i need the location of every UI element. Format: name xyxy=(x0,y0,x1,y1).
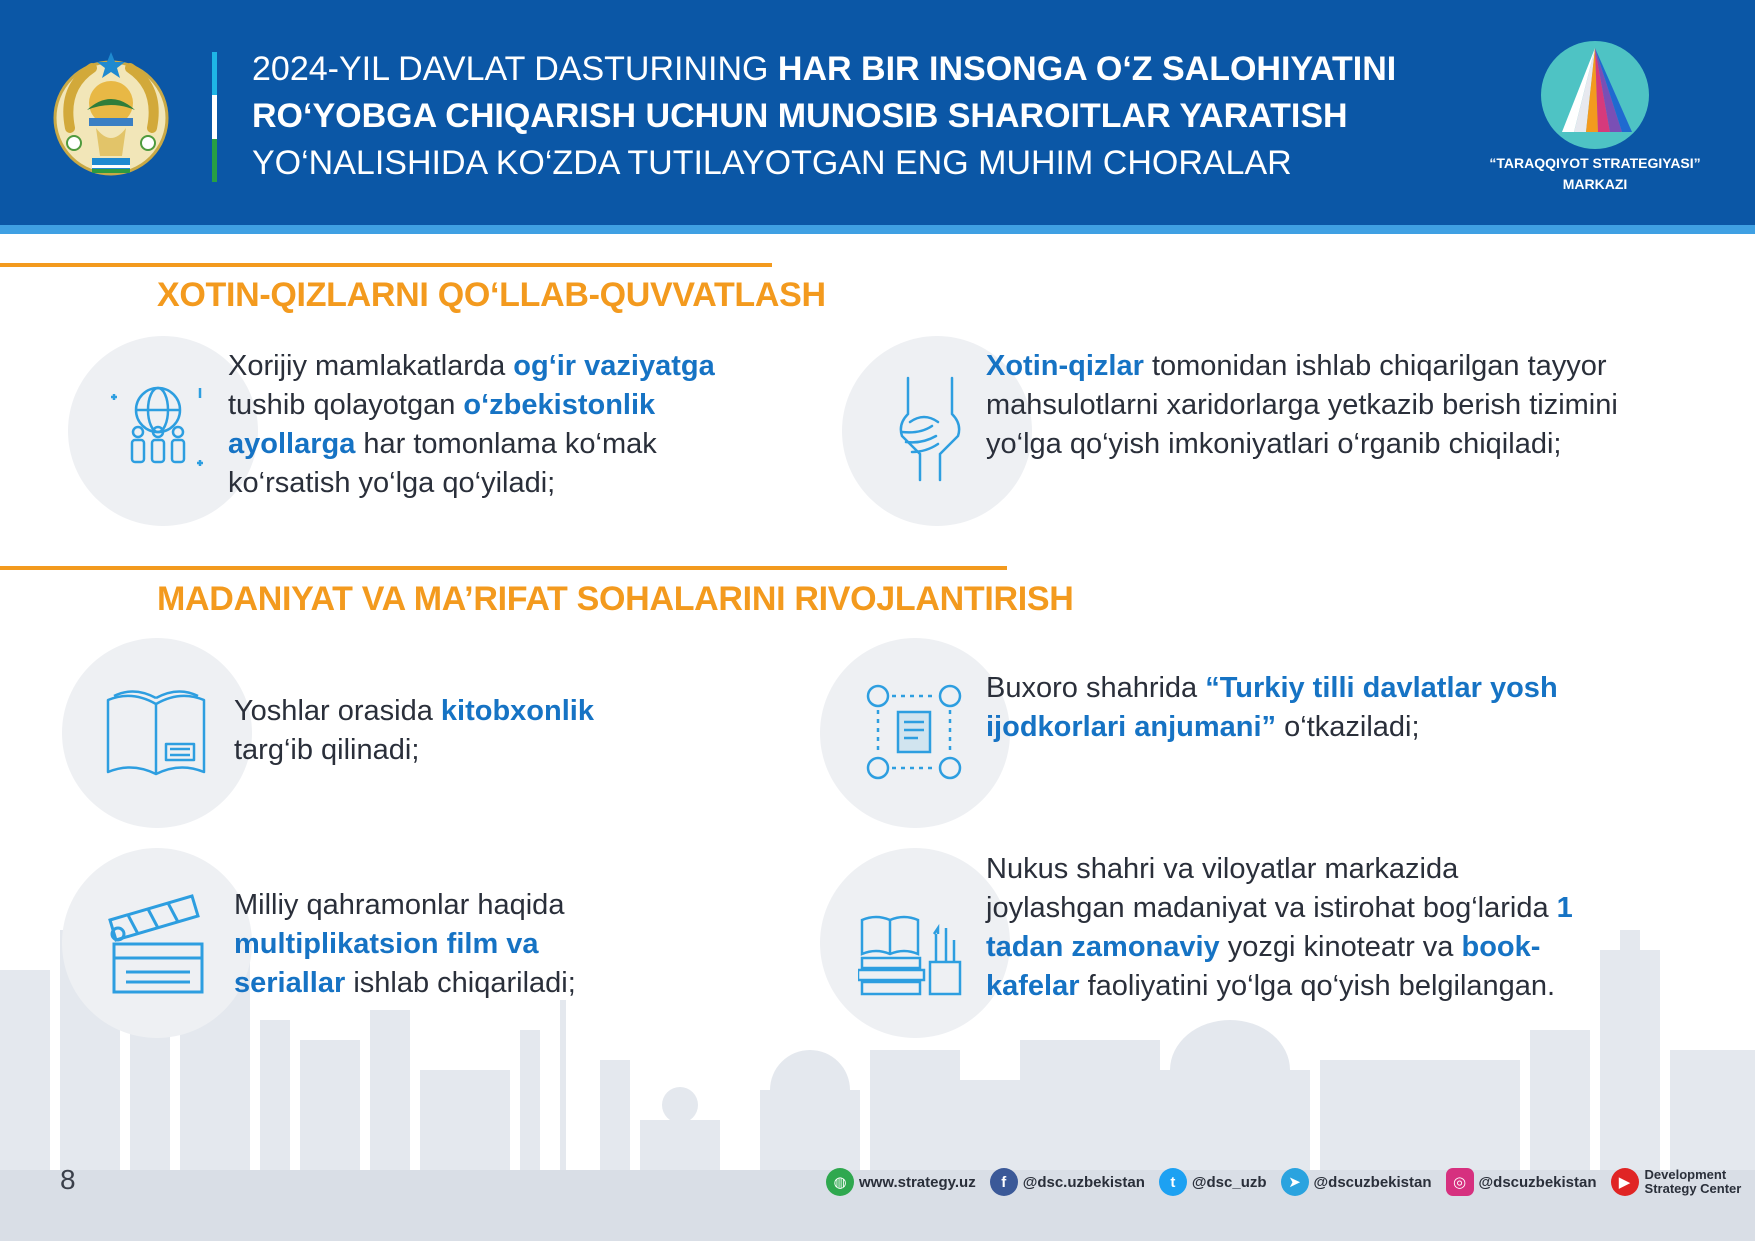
item1-text xyxy=(228,347,768,503)
state-emblem-icon xyxy=(52,48,170,180)
page-number: 8 xyxy=(60,1164,76,1195)
highlight-text: Xotin-qizlar xyxy=(986,350,1144,382)
highlight-text: kitobxonlik xyxy=(440,695,594,727)
highlight-text: book-kafelar xyxy=(986,931,1541,1002)
dsc-footer-line1: Development xyxy=(1644,1167,1727,1182)
header-stripe xyxy=(0,225,1755,234)
item2-text xyxy=(986,347,1626,464)
twitter-label: @dsc_uzb xyxy=(1191,1173,1267,1191)
body-text: Yoshlar orasida xyxy=(234,695,441,727)
telegram-label: @dscuzbekistan xyxy=(1313,1173,1432,1191)
highlight-text: multiplikatsion film va seriallar xyxy=(234,928,539,999)
handshake-icon xyxy=(880,374,980,484)
body-text: Xorijiy mamlakatlarda xyxy=(228,350,514,382)
twitter-icon: t xyxy=(1159,1168,1187,1196)
dsc-footer-logo xyxy=(1611,1168,1742,1196)
dsc-caption-line2: MARKAZI xyxy=(1562,176,1628,192)
dsc-logo-icon xyxy=(1540,40,1650,150)
section1-title: XOTIN-QIZLARNI QO‘LLAB-QUVVATLASH xyxy=(157,276,826,314)
item6-text xyxy=(986,850,1586,1006)
highlight-text: og‘ir vaziyatga xyxy=(513,350,715,382)
title-line2-bold: RO‘YOBGA CHIQARISH UCHUN MUNOSIB SHAROITLAR YARATISH xyxy=(252,97,1348,135)
body-text: Buxoro shahrida xyxy=(986,672,1206,704)
open-book-icon xyxy=(104,686,208,778)
website-link[interactable] xyxy=(826,1168,976,1196)
twitter-link[interactable] xyxy=(1159,1168,1267,1196)
item4-text xyxy=(986,669,1606,747)
section2-divider xyxy=(0,566,1007,570)
highlight-text: “Turkiy tilli davlatlar yosh ijodkorlari anjumani” xyxy=(986,672,1558,743)
item5-text xyxy=(234,886,654,1003)
facebook-label: @dsc.uzbekistan xyxy=(1022,1173,1145,1191)
highlight-text: 1 tadan zamonaviy xyxy=(986,892,1573,963)
youtube-icon: ▶ xyxy=(1611,1168,1639,1196)
body-text: yozgi kinoteatr va xyxy=(1219,931,1462,963)
clapperboard-icon xyxy=(104,890,208,998)
dsc-caption-line1: “TARAQQIYOT STRATEGIYASI” xyxy=(1489,155,1701,171)
body-text: tomonidan ishlab chiqarilgan tayyor mahsulotlarni xaridorlarga yetkazib berish tizimini yo‘lga qo‘yish imkoniyatlari o‘rganib chiqiladi; xyxy=(986,350,1618,460)
body-text: targ‘ib qilinadi; xyxy=(234,734,420,766)
instagram-icon: ◎ xyxy=(1446,1168,1474,1196)
header-banner xyxy=(0,0,1755,225)
page-title xyxy=(252,46,1397,187)
flag-color-bar xyxy=(212,52,217,182)
dsc-logo-caption xyxy=(1455,153,1735,195)
body-text: faoliyatini yo‘lga qo‘yish belgilangan. xyxy=(1079,970,1556,1002)
facebook-link[interactable] xyxy=(990,1168,1145,1196)
books-stationery-icon xyxy=(858,914,968,996)
item3-text xyxy=(234,692,654,770)
title-line1-bold: HAR BIR INSONGA O‘Z SALOHIYATINI xyxy=(777,50,1397,88)
globe-icon: ◍ xyxy=(826,1168,854,1196)
body-text: Nukus shahri va viloyatlar markazida joylashgan madaniyat va istirohat bog‘larida xyxy=(986,853,1557,924)
footer-links xyxy=(826,1164,1741,1200)
instagram-label: @dscuzbekistan xyxy=(1478,1173,1597,1191)
body-text: tushib qolayotgan xyxy=(228,389,464,421)
section1-divider xyxy=(0,263,772,267)
title-line3-normal: YO‘NALISHIDA KO‘ZDA TUTILAYOTGAN ENG MUHIM CHORALAR xyxy=(252,144,1292,182)
network-document-icon xyxy=(864,684,964,780)
globe-people-icon xyxy=(108,380,208,480)
instagram-link[interactable] xyxy=(1446,1168,1597,1196)
dsc-footer-line2: Strategy Center xyxy=(1644,1181,1742,1196)
telegram-link[interactable] xyxy=(1281,1168,1432,1196)
title-line1-normal: 2024-YIL DAVLAT DASTURINING xyxy=(252,50,778,88)
body-text: o‘tkaziladi; xyxy=(1276,711,1420,743)
section2-title: MADANIYAT VA MA’RIFAT SOHALARINI RIVOJLANTIRISH xyxy=(157,580,1074,618)
facebook-icon: f xyxy=(990,1168,1018,1196)
body-text: har tomonlama ko‘mak ko‘rsatish yo‘lga qo‘yiladi; xyxy=(228,428,657,499)
website-label: www.strategy.uz xyxy=(859,1173,976,1191)
body-text: ishlab chiqariladi; xyxy=(345,967,576,999)
telegram-icon: ➤ xyxy=(1281,1168,1309,1196)
body-text: Milliy qahramonlar haqida xyxy=(234,889,565,921)
highlight-text: o‘zbekistonlik ayollarga xyxy=(228,389,656,460)
